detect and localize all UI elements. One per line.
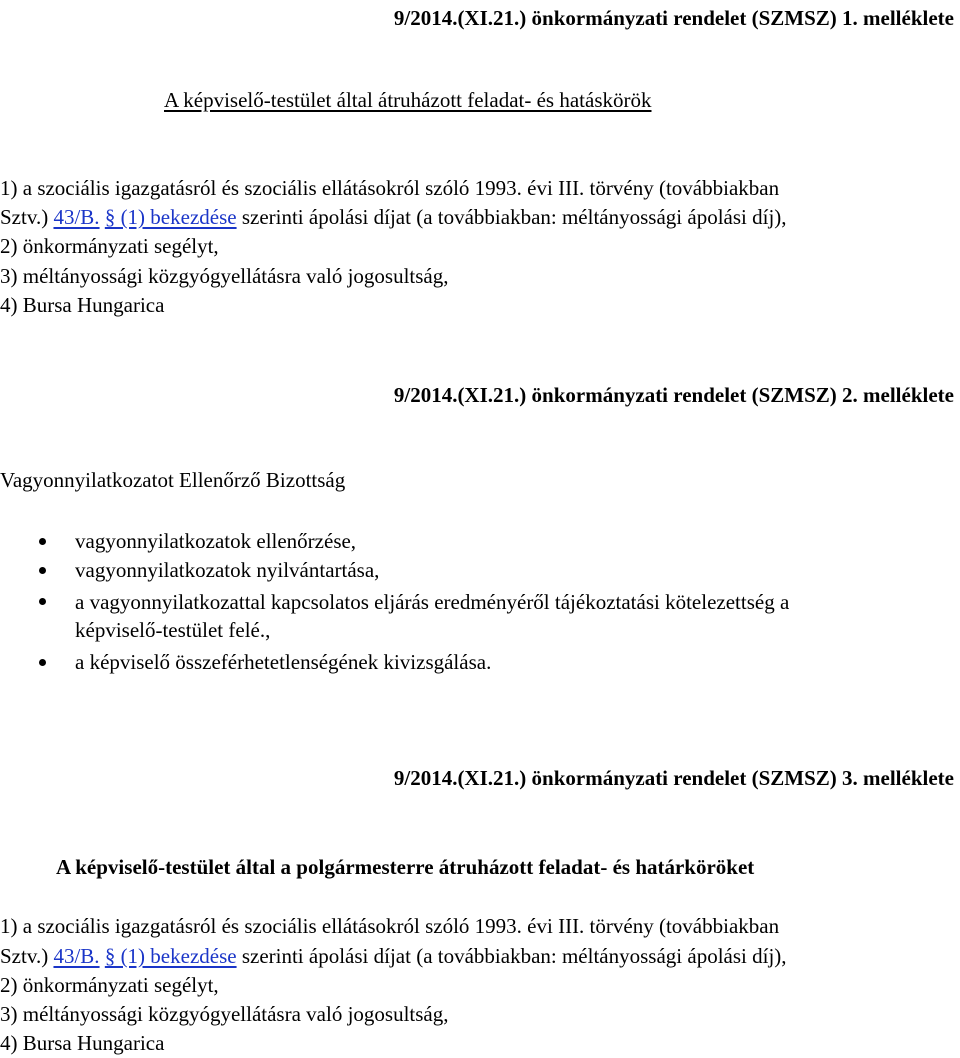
annex2-title: Vagyonnyilatkozatot Ellenőrző Bizottság <box>0 468 346 492</box>
annex1-item4: 4) Bursa Hungarica <box>0 293 165 317</box>
list-item: vagyonnyilatkozatok nyilvántartása, <box>75 558 380 582</box>
list-item: vagyonnyilatkozatok ellenőrzése, <box>75 529 357 553</box>
annex1-item1-line2 <box>0 205 787 229</box>
list-item: a vagyonnyilatkozattal kapcsolatos eljárás eredményéről tájékoztatási kötelezettség a <box>75 590 790 614</box>
annex3-item1-suffix: szerinti ápolási díjat (a továbbiakban: méltányossági ápolási díj), <box>236 944 787 968</box>
list-item-continuation: képviselő-testület felé., <box>75 618 271 642</box>
bullet-icon <box>39 659 46 666</box>
annex3-item1-prefix: Sztv.) <box>0 944 54 968</box>
bullet-icon <box>39 567 46 574</box>
annex1-item2: 2) önkormányzati segélyt, <box>0 234 219 258</box>
annex1-link-paragraph-1[interactable]: § (1) bekezdése <box>104 205 237 229</box>
annex1-link-43b[interactable]: 43/B. <box>53 205 100 229</box>
annex3-item1-line2 <box>0 944 787 968</box>
list-item: a képviselő összeférhetetlenségének kivizsgálása. <box>75 650 492 674</box>
annex1-title: A képviselő-testület által átruházott feladat- és hatáskörök <box>164 88 652 112</box>
annex1-item1-prefix: Sztv.) <box>0 205 54 229</box>
annex3-link-43b[interactable]: 43/B. <box>53 944 100 968</box>
annex3-item4: 4) Bursa Hungarica <box>0 1031 165 1055</box>
annex1-heading: 9/2014.(XI.21.) önkormányzati rendelet (SZMSZ) 1. melléklete <box>393 6 954 30</box>
annex1-item1-suffix: szerinti ápolási díjat (a továbbiakban: méltányossági ápolási díj), <box>236 205 787 229</box>
annex3-item3: 3) méltányossági közgyógyellátásra való jogosultság, <box>0 1002 449 1026</box>
annex1-item3: 3) méltányossági közgyógyellátásra való jogosultság, <box>0 264 449 288</box>
annex3-heading: 9/2014.(XI.21.) önkormányzati rendelet (SZMSZ) 3. melléklete <box>393 766 954 790</box>
annex3-link-paragraph-1[interactable]: § (1) bekezdése <box>104 944 237 968</box>
annex1-item1-line1: 1) a szociális igazgatásról és szociális ellátásokról szóló 1993. évi III. törvény (továbbiakban <box>0 176 780 200</box>
bullet-icon <box>39 598 46 605</box>
annex3-item2: 2) önkormányzati segélyt, <box>0 973 219 997</box>
annex3-item1-line1: 1) a szociális igazgatásról és szociális ellátásokról szóló 1993. évi III. törvény (továbbiakban <box>0 914 780 938</box>
bullet-icon <box>39 538 46 545</box>
annex3-title: A képviselő-testület által a polgármesterre átruházott feladat- és határköröket <box>56 855 755 879</box>
annex2-heading: 9/2014.(XI.21.) önkormányzati rendelet (SZMSZ) 2. melléklete <box>393 383 954 407</box>
